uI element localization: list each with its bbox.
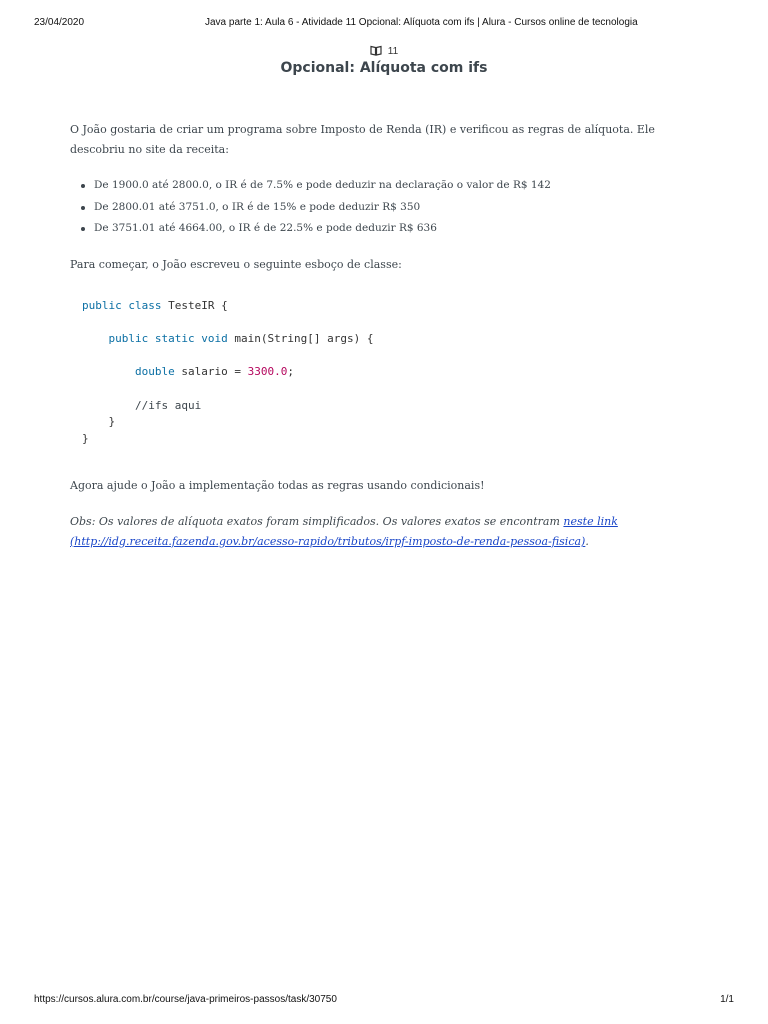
bullet-icon: [81, 227, 85, 231]
obs-end: .: [585, 535, 589, 548]
prompt-paragraph: Agora ajude o João a implementação todas as regras usando condicionais!: [70, 479, 485, 492]
list-item: [80, 197, 551, 219]
print-footer: [0, 994, 768, 1008]
print-date: 23/04/2020: [34, 17, 85, 28]
rule-text: De 2800.01 até 3751.0, o IR é de 15% e pode deduzir R$ 350: [94, 200, 421, 213]
code-line: [82, 348, 373, 365]
code-line: }: [82, 431, 89, 445]
intro-paragraph: O João gostaria de criar um programa sobre Imposto de Renda (IR) e verificou as regras de alíquota. Ele descobriu no site da receita:: [70, 123, 655, 156]
obs-note: [70, 512, 630, 552]
page-title: Opcional: Alíquota com ifs: [280, 60, 488, 76]
code-block: [82, 298, 373, 447]
print-page-number: 1/1: [720, 994, 734, 1005]
receita-url-link[interactable]: (http://idg.receita.fazenda.gov.br/acesso-rapido/tributos/irpf-imposto-de-renda-pessoa-fisica): [70, 535, 586, 548]
print-url: https://cursos.alura.com.br/course/java-primeiros-passos/task/30750: [34, 994, 337, 1005]
print-header: [0, 17, 768, 31]
code-line: }: [108, 415, 116, 429]
task-counter: [0, 45, 768, 57]
list-item: [80, 175, 551, 197]
code-line: //ifs aqui: [134, 398, 202, 412]
code-line: public class TesteIR {: [82, 299, 228, 312]
task-content: [70, 120, 710, 548]
neste-link[interactable]: neste link: [563, 515, 618, 528]
list-item: [80, 218, 551, 240]
rule-text: De 1900.0 até 2800.0, o IR é de 7.5% e pode deduzir na declaração o valor de R$ 142: [94, 179, 551, 191]
rule-text: De 3751.01 até 4664.00, o IR é de 22.5% e pode deduzir R$ 636: [94, 222, 437, 234]
obs-text: Obs: Os valores de alíquota exatos foram simplificados. Os valores exatos se encontram: [70, 515, 564, 528]
code-line: public static void main(String[] args) {: [108, 332, 374, 346]
code-line: double salario = 3300.0;: [134, 365, 294, 379]
book-icon: [370, 45, 382, 56]
bullet-icon: [81, 206, 85, 210]
task-number: 11: [387, 46, 399, 57]
tax-rules-list: [80, 175, 551, 240]
bullet-icon: [81, 184, 85, 188]
code-line: [82, 315, 373, 332]
code-line: [82, 381, 373, 398]
lead-in-paragraph: Para começar, o João escreveu o seguinte esboço de classe:: [70, 258, 402, 271]
print-page-title: Java parte 1: Aula 6 - Atividade 11 Opcional: Alíquota com ifs | Alura - Cursos online de tecnologia: [205, 17, 638, 28]
